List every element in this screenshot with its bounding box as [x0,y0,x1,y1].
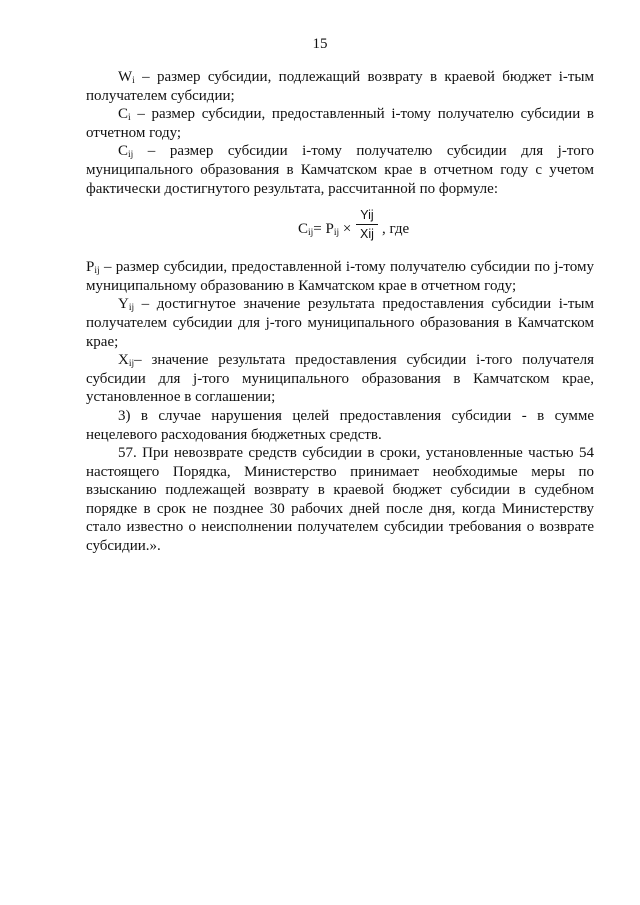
symbol: X [118,352,129,369]
symbol-subscript: ij [94,266,100,277]
formula-times: × [339,221,352,238]
formula-symbol-c: C [298,221,309,238]
formula-subscript: ij [333,228,340,239]
paragraph-y-ij [86,295,594,351]
document-body [86,68,594,556]
formula [86,206,594,254]
paragraph-text: – размер субсидии, предоставленный i-тому получателю субсидии в отчетном году; [86,106,594,141]
symbol-subscript: i [132,76,135,86]
symbol: Y [118,296,129,313]
symbol: C [118,106,129,123]
symbol: P [86,259,95,276]
paragraph-c-i [86,105,594,142]
paragraph-text: – значение результата предоставления субсидии i-того получателя субсидии для j-того муниципального образования в Камчатском крае, установленное в соглашении; [86,352,594,406]
paragraph-w-i [86,68,594,105]
symbol-subscript: ij [128,359,135,370]
paragraph-text: – размер субсидии, предоставленной i-тому получателю субсидии по j-тому муниципальному образованию в Камчатском крае в отчетном году; [86,259,594,294]
formula-equals-p: = P [313,221,334,238]
fraction-denominator: Xij [360,227,374,242]
paragraph-x-ij [86,351,594,407]
formula-tail: , где [382,221,410,238]
symbol: W [118,69,133,85]
formula-fraction [356,208,378,241]
paragraph-text: – размер субсидии i-тому получателю субсидии для j-того муниципального образования в Камчатском крае в отчетном году с учетом фактически достигнутого результата, рассчитанной по формуле: [86,143,594,197]
formula-subscript: ij [308,228,314,239]
page-number: 15 [312,36,328,52]
paragraph-p-ij [86,258,594,295]
paragraph-item-3: 3) в случае нарушения целей предоставления субсидии - в сумме нецелевого расходования бюджетных средств. [86,407,594,443]
paragraph-text: – достигнутое значение результата предоставления субсидии i-тым получателем субсидии для j-того муниципального образования в Камчатском крае; [86,296,594,350]
paragraph-c-ij [86,142,594,198]
symbol-subscript: ij [128,150,134,161]
symbol-subscript: ij [128,303,135,314]
paragraph-text: – размер субсидии, подлежащий возврату в краевой бюджет i-тым получателем субсидии; [86,69,594,104]
symbol-subscript: i [128,113,131,124]
fraction-numerator: Yij [356,208,378,225]
formula-lhs [298,220,351,239]
paragraph-item-57: 57. При невозврате средств субсидии в сроки, установленные частью 54 настоящего Порядка, Министерство принимает необходимые меры по взысканию подлежащей возврату в краевой бюджет субсидии в судебном порядке в срок не позднее 30 рабочих дней после дня, когда Министерству стало известно о неисполнении получателем субсидии требования о возврате субсидии.». [86,445,594,555]
symbol: C [118,143,129,160]
